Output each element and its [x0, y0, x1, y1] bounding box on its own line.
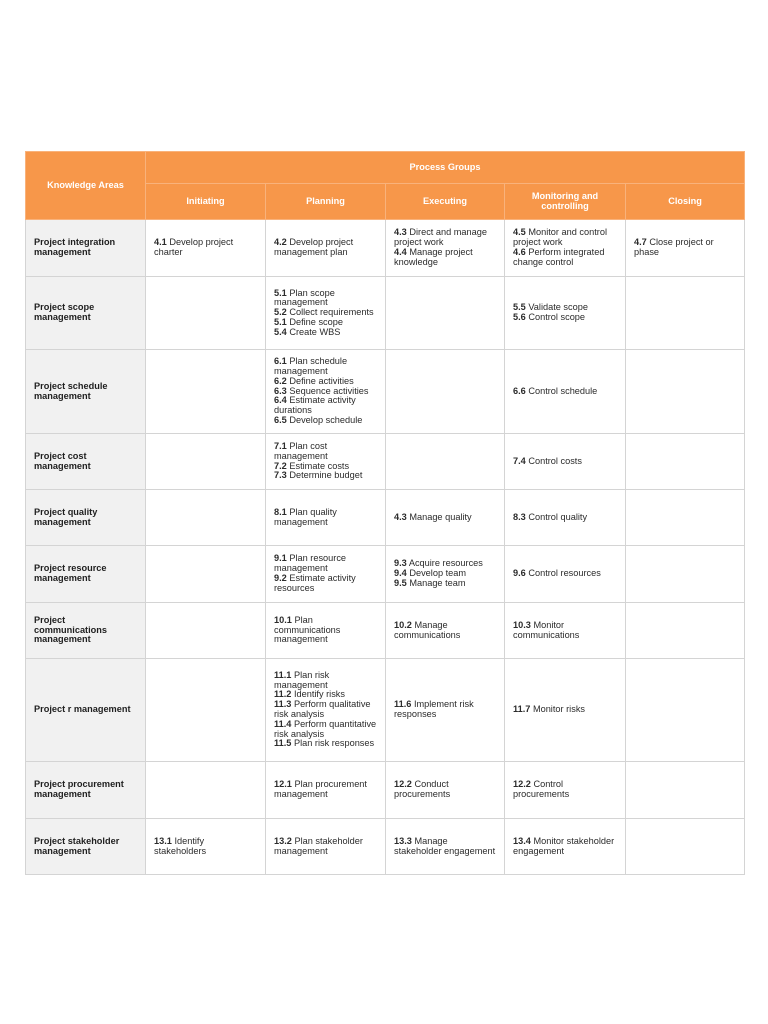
process-name: Determine budget [289, 470, 363, 481]
process-cell [386, 490, 505, 546]
process-name: Monitor stakeholder engagement [513, 835, 615, 856]
process-number: 6.2 [274, 375, 287, 386]
process-number: 5.4 [274, 326, 287, 337]
process-cell [505, 277, 626, 350]
process-name: Implement risk responses [394, 699, 474, 719]
knowledge-area-cell: Project integration management [26, 220, 146, 277]
process-number: 12.2 [513, 779, 531, 790]
process-item [513, 705, 618, 715]
process-cell [266, 659, 386, 762]
process-name: Plan risk responses [293, 738, 375, 749]
process-number: 13.1 [154, 835, 172, 846]
group-header-monitoring: Monitoring and controlling [505, 184, 626, 220]
process-name: Conduct procurements [394, 779, 451, 799]
process-number: 7.3 [274, 470, 287, 481]
process-name: Plan communications management [274, 614, 341, 645]
table-row [26, 762, 745, 819]
process-item [274, 471, 378, 481]
process-cell [626, 434, 745, 490]
table-row [26, 220, 745, 277]
process-cell [146, 277, 266, 350]
process-name: Close project or phase [634, 237, 714, 257]
process-cell [266, 819, 386, 875]
process-item [513, 387, 618, 397]
process-number: 11.6 [394, 699, 412, 710]
process-cell [146, 220, 266, 277]
process-name: Develop project charter [154, 237, 234, 257]
process-name: Collect requirements [289, 307, 374, 318]
process-item [274, 357, 378, 377]
process-item [274, 574, 378, 594]
process-cell [146, 350, 266, 434]
process-number: 5.6 [513, 312, 526, 322]
process-name: Direct and manage project work [394, 227, 487, 248]
table-row [26, 490, 745, 546]
process-groups-table [25, 151, 745, 875]
process-item [394, 228, 497, 248]
process-cell [505, 490, 626, 546]
process-name: Estimate costs [289, 460, 350, 471]
process-number: 9.6 [513, 568, 526, 579]
process-number: 6.3 [274, 385, 287, 396]
process-cell [505, 762, 626, 819]
process-name: Acquire resources [408, 558, 483, 569]
process-number: 7.1 [274, 440, 287, 451]
process-cell [505, 659, 626, 762]
process-number: 11.5 [274, 738, 292, 749]
process-item [513, 569, 618, 579]
process-name: Control procurements [513, 779, 570, 799]
process-cell [266, 546, 386, 603]
process-name: Plan procurement management [274, 779, 367, 799]
process-cell [266, 350, 386, 434]
process-cell [505, 350, 626, 434]
group-header-initiating: Initiating [146, 184, 266, 220]
process-cell [266, 603, 386, 659]
process-cell [266, 434, 386, 490]
process-cell [146, 434, 266, 490]
knowledge-area-cell: Project cost management [26, 434, 146, 490]
process-name: Validate scope [528, 302, 588, 313]
process-number: 8.1 [274, 506, 287, 517]
process-number: 13.2 [274, 835, 292, 846]
process-number: 9.2 [274, 573, 287, 583]
process-item [154, 238, 258, 258]
process-item [274, 837, 378, 857]
process-number: 10.2 [394, 619, 412, 630]
process-cell [626, 603, 745, 659]
process-groups-header: Process Groups [146, 152, 745, 184]
table-header [26, 152, 745, 220]
process-name: Manage stakeholder engagement [394, 835, 496, 856]
table-row [26, 277, 745, 350]
table-row [26, 546, 745, 603]
process-name: Control quality [528, 511, 588, 522]
process-number: 10.1 [274, 614, 292, 625]
process-cell [386, 819, 505, 875]
process-name: Control resources [528, 568, 601, 579]
process-name: Sequence activities [289, 385, 369, 396]
process-number: 7.4 [513, 455, 526, 466]
process-cell [626, 762, 745, 819]
process-item [274, 289, 378, 309]
process-item [274, 416, 378, 426]
process-cell [266, 277, 386, 350]
process-item [274, 739, 378, 749]
process-item [274, 442, 378, 462]
process-item [274, 616, 378, 645]
process-name: Plan cost management [274, 440, 328, 461]
process-name: Identify stakeholders [154, 835, 207, 856]
table-row [26, 434, 745, 490]
process-cell [626, 546, 745, 603]
process-number: 4.3 [394, 511, 407, 522]
table-row [26, 603, 745, 659]
process-cell [146, 659, 266, 762]
process-cell [146, 603, 266, 659]
process-name: Monitor risks [532, 704, 586, 715]
process-item [513, 248, 618, 268]
process-cell [386, 220, 505, 277]
process-number: 12.1 [274, 779, 292, 790]
process-cell [626, 819, 745, 875]
process-cell [386, 659, 505, 762]
process-name: Plan stakeholder management [274, 835, 363, 856]
process-name: Create WBS [289, 326, 341, 337]
process-number: 5.1 [274, 316, 287, 327]
process-number: 6.1 [274, 356, 287, 367]
process-name: Control scope [528, 312, 586, 322]
process-name: Define activities [289, 375, 354, 386]
header-row-top [26, 152, 745, 184]
process-number: 4.6 [513, 247, 526, 257]
process-cell [386, 434, 505, 490]
process-number: 13.3 [394, 835, 412, 846]
process-name: Plan resource management [274, 553, 347, 574]
process-number: 4.4 [394, 247, 407, 257]
process-number: 9.4 [394, 568, 407, 579]
process-number: 12.2 [394, 779, 412, 790]
process-name: Plan quality management [274, 506, 337, 527]
process-name: Monitor and control project work [513, 227, 607, 248]
process-cell [386, 603, 505, 659]
knowledge-area-cell: Project procurement management [26, 762, 146, 819]
process-name: Plan scope management [274, 287, 335, 308]
process-number: 11.1 [274, 669, 292, 680]
process-number: 9.1 [274, 553, 287, 564]
process-number: 5.5 [513, 302, 526, 313]
process-cell [146, 762, 266, 819]
table-row [26, 819, 745, 875]
process-name: Develop team [409, 568, 467, 579]
process-number: 13.4 [513, 835, 531, 846]
knowledge-area-cell: Project scope management [26, 277, 146, 350]
process-cell [505, 220, 626, 277]
process-name: Plan risk management [274, 669, 330, 690]
process-cell [626, 350, 745, 434]
process-name: Estimate activity durations [274, 395, 356, 416]
process-number: 9.5 [394, 577, 407, 588]
process-item [154, 837, 258, 857]
process-number: 11.7 [513, 704, 531, 715]
process-number: 7.2 [274, 460, 287, 471]
process-item [274, 700, 378, 720]
process-number: 4.2 [274, 237, 287, 248]
process-cell [505, 819, 626, 875]
process-cell [146, 819, 266, 875]
process-cell [266, 490, 386, 546]
process-number: 6.6 [513, 385, 526, 396]
process-number: 10.3 [513, 619, 531, 630]
process-item [394, 248, 497, 268]
process-number: 4.5 [513, 227, 526, 238]
process-item [274, 396, 378, 416]
process-number: 6.5 [274, 414, 287, 425]
process-cell [505, 546, 626, 603]
knowledge-area-cell: Project r management [26, 659, 146, 762]
process-number: 4.3 [394, 227, 407, 238]
process-cell [386, 546, 505, 603]
process-name: Monitor communications [513, 619, 580, 640]
group-header-executing: Executing [386, 184, 505, 220]
process-cell [626, 220, 745, 277]
process-item [634, 238, 737, 258]
knowledge-areas-header: Knowledge Areas [26, 152, 146, 220]
process-item [513, 313, 618, 323]
process-item [394, 700, 497, 720]
process-name: Manage project knowledge [394, 247, 473, 267]
process-item [274, 554, 378, 574]
process-item [513, 228, 618, 248]
process-cell [626, 659, 745, 762]
knowledge-area-cell: Project schedule management [26, 350, 146, 434]
process-name: Manage communications [394, 619, 461, 640]
process-cell [626, 277, 745, 350]
group-header-planning: Planning [266, 184, 386, 220]
group-header-closing: Closing [626, 184, 745, 220]
process-cell [266, 220, 386, 277]
process-cell [505, 434, 626, 490]
table-body [26, 220, 745, 875]
process-item [513, 457, 618, 467]
process-name: Perform qualitative risk analysis [274, 699, 371, 719]
process-item [274, 720, 378, 740]
process-number: 4.7 [634, 237, 647, 248]
process-item [394, 837, 497, 857]
process-name: Perform integrated change control [513, 247, 605, 267]
process-item [274, 238, 378, 258]
process-number: 5.2 [274, 307, 287, 318]
process-name: Develop project management plan [274, 237, 354, 257]
knowledge-area-cell: Project stakeholder management [26, 819, 146, 875]
process-item [274, 671, 378, 691]
process-item [513, 621, 618, 641]
process-item [274, 328, 378, 338]
process-number: 11.3 [274, 699, 292, 710]
process-cell [386, 277, 505, 350]
process-name: Control costs [528, 455, 582, 466]
process-number: 9.3 [394, 558, 407, 569]
process-name: Develop schedule [289, 414, 363, 425]
process-item [513, 513, 618, 523]
process-cell [146, 546, 266, 603]
process-number: 6.4 [274, 395, 287, 406]
process-name: Manage team [409, 577, 466, 588]
process-name: Define scope [289, 316, 343, 327]
process-item [394, 621, 497, 641]
knowledge-area-cell: Project communications management [26, 603, 146, 659]
process-name: Manage quality [409, 511, 472, 522]
process-item [394, 579, 497, 589]
knowledge-area-cell: Project quality management [26, 490, 146, 546]
process-name: Perform quantitative risk analysis [274, 718, 377, 739]
process-item [274, 508, 378, 528]
process-name: Plan schedule management [274, 356, 348, 376]
process-cell [386, 762, 505, 819]
process-cell [146, 490, 266, 546]
process-number: 11.4 [274, 718, 292, 729]
knowledge-area-cell: Project resource management [26, 546, 146, 603]
process-item [394, 780, 497, 800]
process-number: 8.3 [513, 511, 526, 522]
process-name: Estimate activity resources [274, 573, 356, 593]
process-number: 5.1 [274, 287, 287, 298]
process-number: 11.2 [274, 689, 292, 700]
table-row [26, 350, 745, 434]
process-number: 4.1 [154, 237, 167, 248]
process-cell [505, 603, 626, 659]
process-name: Identify risks [293, 689, 345, 700]
table-row [26, 659, 745, 762]
process-name: Control schedule [528, 385, 598, 396]
process-item [274, 780, 378, 800]
process-item [513, 780, 618, 800]
process-cell [386, 350, 505, 434]
process-item [513, 837, 618, 857]
process-item [394, 513, 497, 523]
process-cell [266, 762, 386, 819]
process-cell [626, 490, 745, 546]
